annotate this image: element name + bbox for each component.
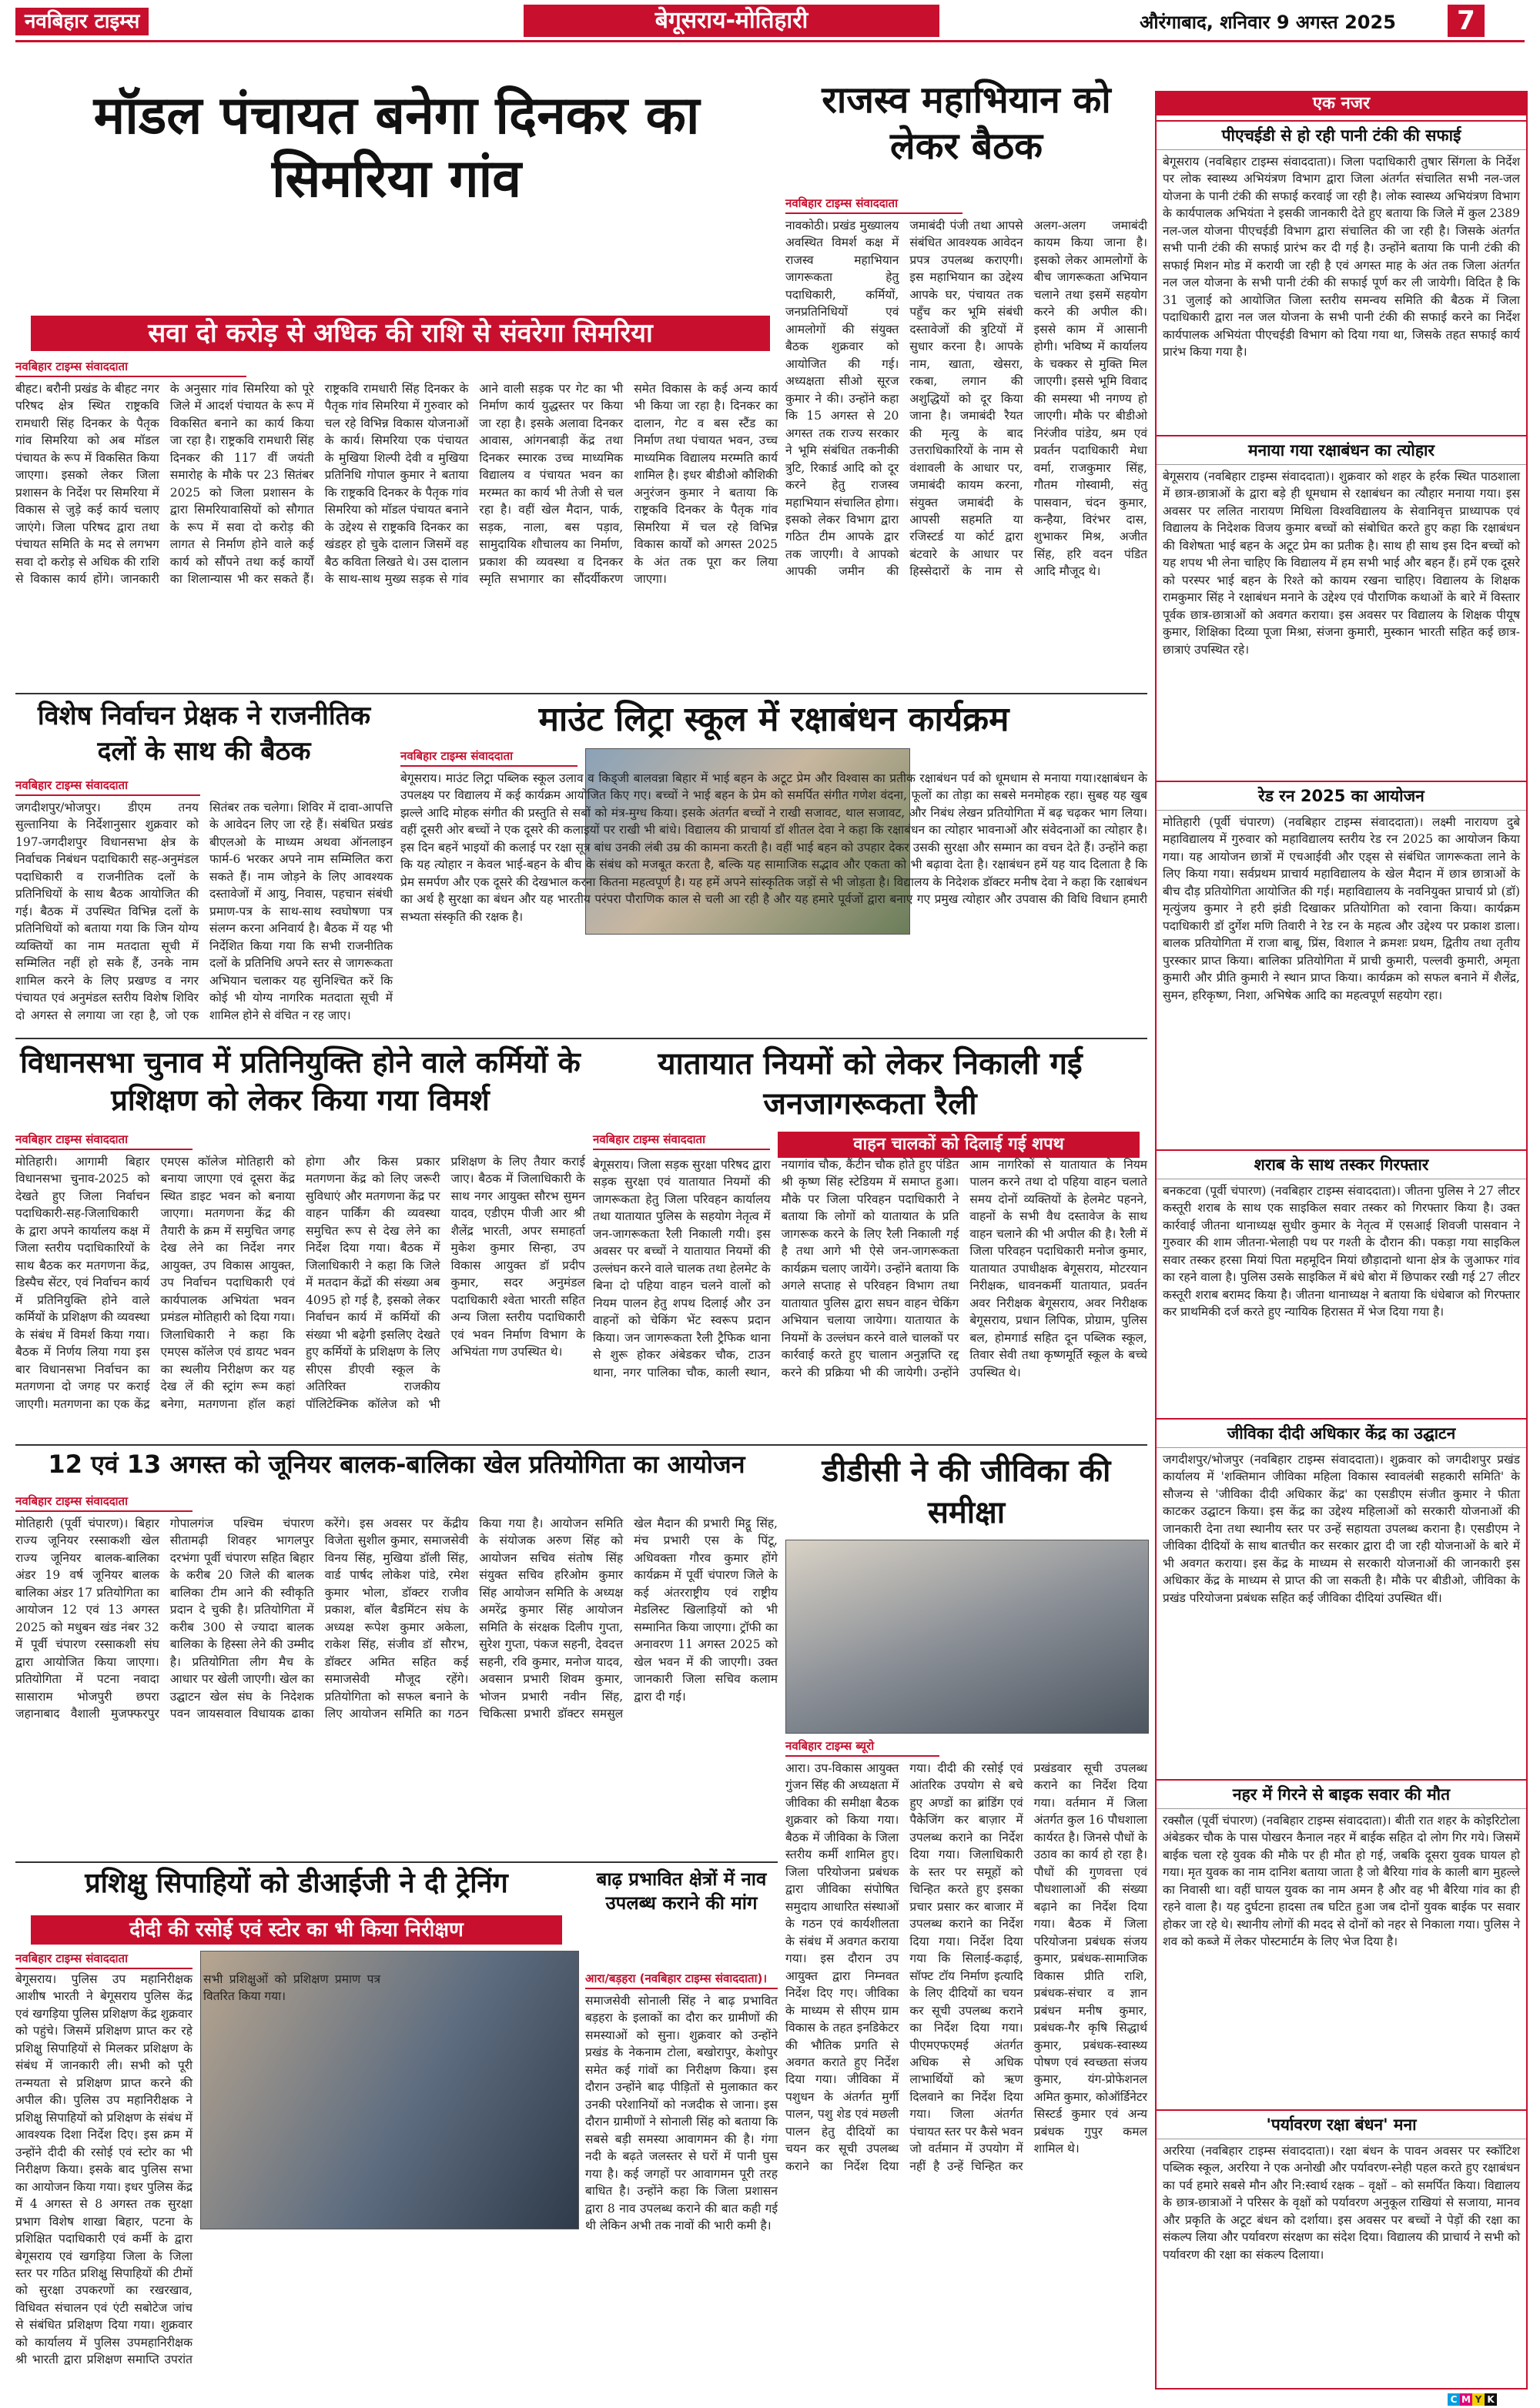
flood-headline: बाढ़ प्रभावित क्षेत्रों में नाव उपलब्ध कराने की मांग — [596, 1868, 767, 1915]
revenue-story — [785, 196, 1147, 687]
lead-subhead: सवा दो करोड़ से अधिक की राशि से संवरेगा सिमरिया — [31, 316, 770, 351]
ddc-headline: डीडीसी ने की जीविका की समीक्षा — [822, 1453, 1111, 1530]
observer-story — [15, 778, 393, 1032]
junior-body: मोतिहारी (पूर्वी चंपारण)। बिहार राज्य जूनियर रस्साकशी खेल राज्य जूनियर बालक-बालिका अंडर 19 वर्ष जूनियर बालक बालिका अंडर 17 प्रतियोगिता का आयोजन 12 एवं 13 अगस्त 2025 को मधुबन खंड नंबर 32 में पूर्वी चंपारण रस्साकशी संघ द्वारा आयोजित किया जाएगा। प्रतियोगिता में पटना नवादा सासाराम भोजपुरी छपरा जहानाबाद वैशाली मुजफ्फरपुर गोपालगंज पश्चिम चंपारण सीतामढ़ी शिवहर भागलपुर दरभंगा पूर्वी चंपारण सहित बिहार के करीब 20 जिले की बालक बालिका टीम आने की स्वीकृति प्रदान दे चुकी है। प्रतियोगिता में करीब 300 से ज्यादा बालक बालिका के हिस्सा लेने की उम्मीद है। प्रतियोगिता लीग मैच के आधार पर खेली जाएगी। खेल का उद्घाटन खेल संघ के निदेशक पवन जायसवाल विधायक ढाका करेंगे। इस अवसर पर केंद्रीय विजेता सुशील कुमार, समाजसेवी विनय सिंह, मुखिया डॉली सिंह, वार्ड पार्षद लोकेश पांडे, रमेश कुमार भोला, डॉक्टर राजीव प्रकाश, बॉल बैडमिंटन संघ के अध्यक्ष रूपेश कुमार अकेला, राकेश सिंह, संजीव डॉ सौरभ, डॉक्टर अमित सहित कई समाजसेवी मौजूद रहेंगे। प्रतियोगिता को सफल बनाने के लिए आयोजन समिति का गठन किया गया है। आयोजन समिति के संयोजक अरुण सिंह को आयोजन सचिव संतोष सिंह संयुक्त सचिव हरिओम कुमार सिंह आयोजन समिति के अध्यक्ष अमरेंद्र कुमार सिंह आयोजन समिति के संरक्षक दिलीप गुप्ता, सुरेश गुप्ता, पंकज सहनी, देवदत्त सहनी, रवि कुमार, मनोज यादव, अवसान प्रभारी शिवम कुमार, भोजन प्रभारी नवीन सिंह, चिकित्सा प्रभारी डॉक्टर समसुल खेल मैदान की प्रभारी मिट्ठू सिंह, मंच प्रभारी एस के पिंटू, अधिवक्ता गौरव कुमार होंगे कार्यक्रम में पूर्वी चंपारण जिले के कई अंतरराष्ट्रीय एवं राष्ट्रीय मेडलिस्ट खिलाड़ियों को भी सम्मानित किया जाएगा। ट्रॉफी का अनावरण 11 अगस्त 2025 को खेल भवन में की जाएगी। उक्त जानकारी जिला सचिव कलाम द्वारा दी गई। — [15, 1517, 778, 1721]
traffic-headline: यातायात नियमों को लेकर निकाली गई जनजागरूकता रैली — [658, 1046, 1083, 1122]
sidebar-story-body: मोतिहारी (पूर्वी चंपारण) (नवबिहार टाइम्स संवाददाता)। लक्ष्मी नारायण दुबे महाविद्यालय में गुरुवार को महाविद्यालय स्तरीय रेड रन 2025 का आयोजन किया गया। यह आयोजन छात्रों में एचआईवी और एड्स से संबंधित जागरूकता लाने के लिए किया गया। सर्वप्रथम प्राचार्य महाविद्यालय के खेल मैदान में छात्र छात्राओं के बीच दौड़ प्रतियोगिता आयोजित की गई। महाविद्यालय के नवनियुक्त प्राचार्य प्रो (डॉ) मृत्युंजय कुमार ने हरी झंडी दिखाकर प्रतियोगिता को रवाना किया। कार्यक्रम पदाधिकारी डॉ दुर्गेश मणि तिवारी ने रेड रन के महत्व और उद्देश्य पर प्रकाश डाला। बालक प्रतियोगिता में राजा बाबू, प्रिंस, विशाल ने क्रमशः प्रथम, द्वितीय तथा तृतीय पुरस्कार प्राप्त किया। बालिका प्रतियोगिता में प्राची कुमारी, पल्लवी कुमारी, अमृता कुमारी और प्रीति कुमारी ने स्थान प्राप्त किया। कार्यक्रम को सफल बनाने में शैलेंद्र, सुमन, हरिकृष्ण, निशा, अभिषेक आदि का महत्वपूर्ण सहयोग रहा। — [1163, 815, 1520, 1002]
lead-byline: नवबिहार टाइम्स संवाददाता — [15, 359, 246, 377]
rule-1 — [15, 693, 1147, 694]
sidebar-story — [1157, 1418, 1526, 1774]
lead-story — [15, 359, 778, 690]
reg-mark-m: M — [1460, 2393, 1472, 2406]
vidhansabha-headline: विधानसभा चुनाव में प्रतिनियुक्ति होने वाले कर्मियों के प्रशिक्षण को लेकर किया गया विमर्श — [20, 1045, 581, 1118]
traffic-byline: नवबिहार टाइम्स संवाददाता — [593, 1132, 770, 1150]
sidebar — [1155, 91, 1528, 2390]
sidebar-story — [1157, 781, 1526, 1145]
sidebar-story-title: रेड रन 2025 का आयोजन — [1157, 781, 1526, 811]
sidebar-story — [1157, 120, 1526, 430]
registration-marks — [1448, 2391, 1509, 2405]
revenue-headline: राजस्व महाभियान को लेकर बैठक — [822, 79, 1111, 168]
sidebar-story-title: नहर में गिरने से बाइक सवार की मौत — [1157, 1779, 1526, 1809]
ddc-photo — [785, 1540, 1149, 1734]
issue-date: औरंगाबाद, शनिवार 9 अगस्त 2025 — [1140, 12, 1396, 33]
observer-byline: नवबिहार टाइम्स संवाददाता — [15, 778, 200, 796]
mount-byline: नवबिहार टाइम्स संवाददाता — [400, 748, 578, 767]
sidebar-story-title: शराब के साथ तस्कर गिरफ्तार — [1157, 1149, 1526, 1179]
ddc-body: आरा। उप-विकास आयुक्त गुंजन सिंह की अध्यक्षता में जीविका की समीक्षा बैठक शुक्रवार को किया गया। बैठक में जीविका के जिला स्तरीय कर्मी शामिल हुए। जिला परियोजना प्रबंधक द्वारा जीविका संपोषित समुदाय आधारित संस्थाओं के गठन एवं कार्यशीलता के संबंध में अवगत कराया गया। इस दौरान उप आयुक्त द्वारा निम्नवत निर्देश दिए गए। जीविका के माध्यम से सीएम ग्राम विकास के तहत इनडिकेटर की भौतिक प्रगति से अवगत कराते हुए निर्देश दिया गया। जीविका में पशुधन के अंतर्गत मुर्गी पालन, पशु शेड एवं मछली पालन हेतु दीदियों का चयन कर सूची उपलब्ध कराने का निर्देश दिया गया। दीदी की रसोई एवं आंतरिक उपयोग से बचे हुए अण्डों का ब्रांडिंग एवं पैकेजिंग कर बाज़ार में उपलब्ध कराने का निर्देश दिया गया। जिलाधिकारी के स्तर पर समूहों को चिन्हित करते हुए इसका प्रचार प्रसार कर बाजार में उपलब्ध कराने का निर्देश दिया गया। निर्देश दिया गया कि सिलाई-कढ़ाई, सॉफ्ट टॉय निर्माण इत्यादि के लिए दीदियों का चयन कर सूची उपलब्ध कराने का निर्देश दिया गया। पीएमएफएमई अंतर्गत अधिक से अधिक लाभार्थियों को ऋण दिलवाने का निर्देश दिया गया। जिला अंतर्गत पंचायत स्तर पर कैसे भवन जो वर्तमान में उपयोग में नहीं है उन्हें चिन्हित कर प्रखंडवार सूची उपलब्ध कराने का निर्देश दिया गया। वर्तमान में जिला अंतर्गत कुल 16 पौधशाला कार्यरत है। जिनसे पौधों के उठाव का कार्य हो रहा है। पौधों की गुणवत्ता एवं पौधशालाओं की संख्या बढ़ाने का निर्देश दिया गया। बैठक में जिला परियोजना प्रबंधक संजय कुमार, प्रबंधक-सामाजिक विकास प्रीति राशि, प्रबंधक-संचार व ज्ञान प्रबंधन मनीष कुमार, प्रबंधक-गैर कृषि सिद्धार्थ कुमार, प्रबंधक-स्वास्थ्य पोषण एवं स्वच्छता संजय कुमार, यंग-प्रोफेशनल अमित कुमार, कोऑर्डिनेटर सिस्टर्ड कुमार एवं अन्य प्रबंधक गुपुर कमल शामिल थे। — [785, 1761, 1147, 2173]
vidhansabha-byline: नवबिहार टाइम्स संवाददाता — [15, 1132, 192, 1150]
sidebar-story-body: अररिया (नवबिहार टाइम्स संवाददाता)। रक्षा बंधन के पावन अवसर पर स्कॉटिश पब्लिक स्कूल, अररिया ने एक अनोखी और पर्यावरण-स्नेही पहल करते हुए रक्षाबंधन का पर्व हमारे सबसे मौन और नि:स्वार्थ रक्षक – वृक्षों – को समर्पित किया। विद्यालय के छात्र-छात्राओं ने परिसर के वृक्षों को पर्यावरण अनुकूल राखियां से सजाया, मानव और प्रकृति के अटूट बंधन को दर्शाया। इस अवसर पर बच्चों ने पेड़ों की रक्षा का संकल्प लिया और पर्यावरण संरक्षण का संदेश दिया। विद्यालय की प्राचार्य ने सभी को पर्यावरण की रक्षा का संकल्प दिलाया। — [1163, 2144, 1520, 2262]
observer-body: जगदीशपुर/भोजपुर। डीएम तनय सुल्तानिया के निर्देशानुसार शुक्रवार को 197-जगदीशपुर विधानसभा क्षेत्र के निर्वाचक निबंधन पदाधिकारी सह-अनुमंडल पदाधिकारी व राजनीतिक दलों के प्रतिनिधियों के साथ बैठक आयोजित की गई। बैठक में उपस्थित विभिन्न दलों के प्रतिनिधियों को बताया गया कि जिन योग्य व्यक्तियों का नाम मतदाता सूची में सम्मिलित नहीं हो सके हैं, उनके नाम शामिल करने के लिए प्रखण्ड व नगर पंचायत एवं अनुमंडल स्तरीय विशेष शिविर दो अगस्त से लगाया जा रहा है, जो एक सितंबर तक चलेगा। शिविर में दावा-आपत्ति के आवेदन लिए जा रहे हैं। संबंधित प्रखंड बीएलओ के माध्यम अथवा ऑनलाइन फार्म-6 भरकर अपने नाम सम्मिलित करा सकते हैं। नाम जोड़ने के लिए आवश्यक दस्तावेजों में आयु, निवास, पहचान संबंधी प्रमाण-पत्र के साथ-साथ स्वघोषणा पत्र संलग्न करना अनिवार्य है। बैठक में यह भी निर्देशित किया गया कि सभी राजनीतिक दलों के प्रतिनिधि अपने स्तर से जागरूकता अभियान चलाकर यह सुनिश्चित करें कि कोई भी योग्य नागरिक मतदाता सूची में शामिल होने से वंचित न रह जाए। — [15, 801, 393, 1022]
page-number: 7 — [1448, 5, 1485, 37]
junior-story — [15, 1493, 778, 1855]
vidhansabha-story — [15, 1132, 585, 1440]
sidebar-label: एक नजर — [1157, 92, 1526, 115]
section-title: बेगूसराय-मोतिहारी — [524, 5, 939, 37]
flood-body: समाजसेवी सोनाली सिंह ने बाढ़ प्रभावित बड़हरा के इलाकों का दौरा कर ग्रामीणों की समस्याओं को सुना। शुक्रवार को उन्होंने प्रखंड के नेकनाम टोला, बखोरापुर, केशोपुर समेत कई गांवों का निरीक्षण किया। इस दौरान उन्होंने बाढ़ पीड़ितों से मुलाकात कर उनकी परेशानियों को नजदीक से जाना। इस दौरान ग्रामीणों ने सोनाली सिंह को बताया कि सबसे बड़ी समस्या आवागमन की है। गंगा नदी के बढ़ते जलस्तर से घरों में पानी घुस गया है। कई जगहों पर आवागमन पूरी तरह बाधित है। उन्होंने कहा कि जिला प्रशासन द्वारा 8 नाव उपलब्ध कराने की बात कही गई थी लेकिन अभी तक नावों की भारी कमी है। — [585, 1994, 778, 2233]
traffic-story — [593, 1132, 1147, 1440]
trainee-byline: नवबिहार टाइम्स संवाददाता — [15, 1951, 192, 1969]
sidebar-story-title: 'पर्यावरण रक्षा बंधन' मना — [1157, 2109, 1526, 2139]
trainee-body-bottom — [200, 2232, 578, 2386]
sidebar-story — [1157, 2109, 1526, 2373]
sidebar-story-body: बेगूसराय (नवबिहार टाइम्स संवाददाता)। जिला पदाधिकारी तुषार सिंगला के निर्देश पर लोक स्वास्थ्य अभियंत्रण विभाग द्वारा जिला अंतर्गत संचालित सभी नल-जल योजना के पानी टंकी की सफाई करवाई जा रही है। लोक स्वास्थ्य अभियंत्रण विभाग के कार्यपालक अभियंता ने इसकी जानकारी देते हुए बताया कि जिले में कुल 2389 नल-जल योजना पीएचईडी विभाग द्वारा संचालित की जा रही है। जिसके अंतर्गत सभी पानी टंकी की सफाई प्रारंभ कर दी गई है। उन्होंने बताया कि पानी टंकी की सफाई मिशन मोड में करायी जा रही है एवं अगस्त माह के अंत तक जिला अंतर्गत नल जल योजना के सभी पानी टंकी की सफाई पूर्ण कर ली जायेगी। विदित है कि 31 जुलाई को आयोजित जिला स्तरीय समन्वय समिति की बैठक में जिला पदाधिकारी द्वारा नल जल योजना के सभी पानी टंकी की सफाई करने का निर्देश कार्यपालक अभियंता पीएचईडी विभाग को दिया गया था, जिसके तहत सफाई कार्य प्रारंभ किया गया है। — [1163, 155, 1520, 360]
rule-2 — [15, 1038, 1147, 1039]
sidebar-story — [1157, 435, 1526, 776]
paper-name: नवबिहार टाइम्स — [15, 8, 149, 35]
rule-3 — [15, 1444, 1147, 1446]
sidebar-story-body: जगदीशपुर/भोजपुर (नवबिहार टाइम्स संवाददाता)। शुक्रवार को जगदीशपुर प्रखंड कार्यालय में 'शक्तिमान जीविका महिला विकास स्वावलंबी सहकारी समिति' के सौजन्य से 'जीविका दीदी अधिकार केंद्र' का एसडीएम संजीत कुमार ने फीता काटकर उद्घाटन किया। इस केंद्र का उद्देश्य महिलाओं को सरकारी योजनाओं की जानकारी देना तथा स्थानीय स्तर पर उन्हें सहायता उपलब्ध कराना है। एसडीएम ने जीविका दीदियों के साथ बातचीत कर सरकार द्वारा दी जा रही योजनाओं के बारे में भी अवगत कराया। इस केंद्र के माध्यम से सरकारी योजनाओं की जानकारी इस अधिकार केंद्र के माध्यम से प्राप्त की जा सकती है। मौके पर बीडीओ, जीविका के प्रखंड परियोजना प्रबंधक सहित कई जीविका दीदियां उपस्थित थीं। — [1163, 1453, 1520, 1605]
ddc-story — [785, 1738, 1147, 2386]
junior-byline: नवबिहार टाइम्स संवाददाता — [15, 1493, 192, 1512]
sidebar-story-body: रक्सौल (पूर्वी चंपारण) (नवबिहार टाइम्स संवाददाता)। बीती रात शहर के कोइरिटोला अंबेडकर चौक के पास पोखरन कैनाल नहर में बाईक सहित दो लोग गिर गये। जिसमें बाईक चला रहे युवक की मौके पर ही मौत हो गई, जबकि दूसरा युवक घायल हो गया। मृत युवक का नाम दानिश बताया जाता है जो बैरिया गांव के काली बाग मुहल्ले का निवासी था। वहीं घायल युवक का नाम अमन है और वह भी बैरिया गांव का ही रहने वाला है। यह दुर्घटना हादसा तब घटित हुआ जब दोनों युवक बाईक पर सवार होकर जा रहे थे। स्थानीय लोगों की मदद से दोनों को नहर से निकाला गया। पुलिस ने शव को कब्जे में लेकर पोस्टमार्टम के लिए भेज दिया है। — [1163, 1814, 1520, 1949]
flood-byline: आरा/बड़हरा (नवबिहार टाइम्स संवाददाता)। — [585, 1971, 778, 1989]
ddc-byline: नवबिहार टाइम्स ब्यूरो — [785, 1738, 939, 1757]
sidebar-story — [1157, 1149, 1526, 1413]
flood-story — [585, 1971, 778, 2386]
sidebar-story-title: पीएचईडी से हो रही पानी टंकी की सफाई — [1157, 120, 1526, 150]
reg-mark-c: C — [1448, 2393, 1460, 2406]
sidebar-story-body: बनकटवा (पूर्वी चंपारण) (नवबिहार टाइम्स संवाददाता)। जीतना पुलिस ने 27 लीटर कस्तूरी शराब के साथ एक साइकिल सवार तस्कर को गिरफ्तार किया है। उक्त कार्रवाई जीतना थानाध्यक्ष सुधीर कुमार के नेतृत्व में एसआई शिवजी पासवान ने गुरुवार की शाम जीतना-भेलाही पथ पर गश्ती के दौरान की। पकड़ा गया साइकिल सवार तस्कर हरसा मियां पिता महमूदिन मियां छौड़ादानो थाना क्षेत्र के जुआफर गांव का रहने वाला है। पुलिस उसके साइकिल में बंधे बोरा में छिपाकर रखी गई 27 लीटर कस्तूरी शराब बरामद किया है। जीतना थानाध्यक्ष ने बताया कि धंधेबाज को गिरफ्तार कर प्राथमिकी दर्ज करते हुए न्यायिक हिरासत में भेज दिया गया है। — [1163, 1184, 1520, 1319]
sidebar-story — [1157, 1779, 1526, 2105]
trainee-headline: प्रशिक्षु सिपाहियों को डीआईजी ने दी ट्रेनिंग — [85, 1868, 508, 1899]
reg-mark-k: K — [1485, 2393, 1497, 2406]
traffic-body: बेगूसराय। जिला सड़क सुरक्षा परिषद द्वारा सड़क सुरक्षा एवं यातायात नियमों की जागरूकता हेतु जिला परिवहन कार्यालय तथा यातायात पुलिस के सहयोग नेतृत्व में जन-जागरूकता रैली निकाली गयी। इस अवसर पर बच्चों ने यातायात नियमों की उल्लंघन करने वाले चालक तथा हेलमेट के बिना दो पहिया वाहन चलने वालों को नियम पालन हेतु शपथ दिलाई और उन वाहनों को चेकिंग भेंट स्वरूप प्रदान किया। जन जागरूकता रैली ट्रैफिक थाना से शुरू होकर अंबेडकर चौक, टाउन थाना, नगर पालिका चौक, काली स्थान, नयागांव चौक, कैंटीन चौक होते हुए पंडित श्री कृष्ण सिंह स्टेडियम में समाप्त हुआ। मौके पर जिला परिवहन पदाधिकारी ने बताया कि लोगों को यातायात के प्रति जागरूक करने के लिए रैली निकाली गई है तथा आगे भी ऐसे जन-जागरूकता कार्यक्रम चलाए जायेंगे। उन्होंने बताया कि अगले सप्ताह से परिवहन विभाग तथा यातायात पुलिस द्वारा सघन वाहन चेकिंग अभियान चलाया जायेगा। यातायात के नियमों के उल्लंघन करने वाले चालकों पर कार्रवाई करते हुए चालान अनुज्ञप्ति रद्द करने की प्रक्रिया भी की जायेगी। उन्होंने आम नागरिकों से यातायात के नियम पालन करने तथा दो पहिया वाहन चलाते समय दोनों व्यक्तियों के हेलमेट पहनने, वाहनों के सभी वैध दस्तावेज के साथ वाहन चलाने की भी अपील की है। रैली में जिला परिवहन पदाधिकारी मनोज कुमार, यातायात उपाधीक्षक बेगूसराय, मोटरयान निरीक्षक, धावनकर्मी यातायात, प्रवर्तन अवर निरीक्षक बेगूसराय, अवर निरीक्षक बेगूसराय, प्रधान लिपिक, प्रोग्राम, पुलिस बल, होमगार्ड सहित दून पब्लिक स्कूल, तिवार सेवी तथा कृष्णमूर्ति स्कूल के बच्चे उपस्थित थे। — [593, 1158, 1147, 1380]
trainee-body: बेगूसराय। पुलिस उप महानिरीक्षक आशीष भारती ने बेगूसराय पुलिस केंद्र एवं खगड़िया पुलिस प्रशिक्षण केंद्र शुक्रवार को पहुंचे। जिसमें प्रशिक्षण प्राप्त कर रहे प्रशिक्षु सिपाहियों से मिलकर प्रशिक्षण के संबंध में जानकारी ली। सभी को पूरी तन्मयता से प्रशिक्षण प्राप्त करने की अपील की। पुलिस उप महानिरीक्षक ने प्रशिक्षु सिपाहियों को प्रशिक्षण के संबंध में आवश्यक दिशा निर्देश दिए। इस क्रम में उन्होंने दीदी की रसोई एवं स्टोर का भी निरीक्षण किया। इसके बाद पुलिस सभा का आयोजन किया गया। इधर पुलिस केंद्र में 4 अगस्त से 8 अगस्त तक सुरक्षा प्रभाग विशेष शाखा बिहार, पटना के प्रशिक्षित पदाधिकारी एवं कर्मी के द्वारा बेगूसराय एवं खगड़िया जिला के जिला स्तर पर गठित प्रशिक्षु सिपाहियों की टीमों को सुरक्षा उपकरणों का रखरखाव, विधिवत संचालन एवं एंटी सबोटेज जांच से संबंधित प्रशिक्षण दिया गया। शुक्रवार को कार्यालय में पुलिस उपमहानिरीक्षक श्री भारती द्वारा प्रशिक्षण समाप्ति उपरांत — [15, 1972, 192, 2367]
mount-body: बेगूसराय। माउंट लिट्रा पब्लिक स्कूल उलाव व किड्जी बालवन्ना बिहार में भाई बहन के अटूट प्रेम और विश्वास का प्रतीक रक्षाबंधन पर्व को धूमधाम से मनाया गया।रक्षाबंधन के उपलक्ष्य पर विद्यालय में कई कार्यक्रम आयोजित किए गए। बच्चों ने भाई बहन के प्रेम को समर्पित संगीत गणेश वंदना, फूलों का तोड़ा का सबसे मनमोहक रहा। सुबह यह खुब झल्ले आदि मोहक संगीत की प्रस्तुति से सबों को मंत्र-मुग्ध किया। इसके अंतर्गत बच्चों ने राखी सजावट, थाल सजावट, और निबंध लेखन प्रतियोगिता में बढ़ चढ़कर भाग लिया। वहीं दूसरी ओर बच्चों ने एक दूसरे की कलाइयों पर राखी भी बांधे। विद्यालय की प्राचार्या डॉ शीतल देवा ने कहा कि रक्षाबंधन का त्योहार भावनाओं और संवेदनाओं का त्योहार है। इस दिन बहनें भाइयों की कलाई पर रक्षा सूत्र बांध उनकी लंबी उम्र की कामना करती है। वहीं भाई बहन को उपहार देकर उसकी सुरक्षा और सम्मान का वचन देते हैं। उन्होंने कहा कि यह त्योहार न केवल भाई-बहन के बीच के संबंध को मजबूत करता है, बल्कि यह सामाजिक सद्भाव और एकता को भी बढ़ावा देता है। रक्षाबंधन हमें यह याद दिलाता है कि प्रेम समर्पण और एक दूसरे की देखभाल करना कितना महत्वपूर्ण है। यह हमें अपने सांस्कृतिक जड़ों से भी जोड़ता है। विद्यालय के निदेशक डॉक्टर मनीष देवा ने कहा कि रक्षाबंधन का अर्थ है सुरक्षा का बंधन और यह भारतीय परंपरा पौराणिक काल से चली आ रही है और यह हमारे पूर्वजों द्वारा बनाए गए प्रमुख त्योहार और उपवास की विधि विधान हमारी सभ्यता संस्कृति की रक्षक है। — [400, 771, 1147, 924]
sidebar-story-title: जीविका दीदी अधिकार केंद्र का उद्घाटन — [1157, 1418, 1526, 1448]
rule-4 — [15, 1861, 778, 1863]
observer-headline: विशेष निर्वाचन प्रेक्षक ने राजनीतिक दलों के साथ की बैठक — [37, 701, 371, 767]
lead-body: बीहट। बरौनी प्रखंड के बीहट नगर परिषद क्षेत्र स्थित राष्ट्रकवि रामधारी सिंह दिनकर के पैतृक गांव सिमरिया को अब मॉडल पंचायत के रूप में विकसित किया जाएगा। इसको लेकर जिला प्रशासन के निर्देश पर सिमरिया में विकास से जुड़े कई कार्य चलाए जाएंगे। जिला परिषद द्वारा तथा पंचायत समिति के मद से लगभग सवा दो करोड़ से अधिक की राशि से विकास कार्य होंगे। जानकारी के अनुसार गांव सिमरिया को पूरे जिले में आदर्श पंचायत के रूप में विकसित बनाने का कार्य किया जा रहा है। राष्ट्रकवि रामधारी सिंह दिनकर की 117 वीं जयंती समारोह के मौके पर 23 सितंबर 2025 को जिला प्रशासन के द्वारा सिमरियावासियों को सौगात के रूप में सवा दो करोड़ की लागत से निर्माण होने वाले कई कार्य को सौंपने तथा कई कार्यों का शिलान्यास भी कर सकते हैं। राष्ट्रकवि रामधारी सिंह दिनकर के पैतृक गांव सिमरिया में गुरुवार को चल रहे विभिन्न विकास योजनाओं के कार्य। सिमरिया एक पंचायत के मुखिया शिल्पी देवी व मुखिया प्रतिनिधि गोपाल कुमार ने बताया कि राष्ट्रकवि दिनकर के पैतृक गांव सिमरिया को मॉडल पंचायत बनाने के उद्देश्य से राष्ट्रकवि दिनकर का खंडहर हो चुके दालान जिसमें वह बैठ कविता लिखते थे। उस दालान के साथ-साथ मुख्य सड़क से गांव आने वाली सड़क पर गेट का भी निर्माण कार्य युद्धस्तर पर किया जा रहा है। इसके अलावा दिनकर आवास, आंगनबाड़ी केंद्र तथा दिनकर स्मारक उच्च माध्यमिक विद्यालय व पंचायत भवन का मरम्मत का कार्य भी तेजी से चल रहा है। वहीं खेल मैदान, पार्क, सड़क, नाला, बस पड़ाव, सामुदायिक शौचालय का निर्माण, प्रकाश की व्यवस्था व दिनकर स्मृति सभागार का सौंदर्यीकरण समेत विकास के कई अन्य कार्य भी किया जा रहा है। दिनकर का दालान, गेट व बस स्टैंड का निर्माण तथा पंचायत भवन, उच्च माध्यमिक विद्यालय मरम्मति कार्य शामिल है। इधर बीडीओ कौशिकी अनुरंजन कुमार ने बताया कि राष्ट्रकवि दिनकर के पैतृक गांव सिमरिया में चल रहे विभिन्न विकास कार्यों को अगस्त 2025 के अंत तक पूरा कर लिया जाएगा। — [15, 382, 778, 587]
sidebar-story-title: मनाया गया रक्षाबंधन का त्योहार — [1157, 435, 1526, 465]
revenue-byline: नवबिहार टाइम्स संवाददाता — [785, 196, 962, 214]
trainee-subhead: दीदी की रसोई एवं स्टोर का भी किया निरीक्षण — [31, 1915, 562, 1945]
lead-headline: मॉडल पंचायत बनेगा दिनकर का सिमरिया गांव — [93, 85, 700, 209]
traffic-subhead: वाहन चालकों को दिलाई गई शपथ — [778, 1132, 1140, 1158]
mount-headline: माउंट लिट्रा स्कूल में रक्षाबंधन कार्यक्रम — [538, 700, 1009, 739]
junior-headline: 12 एवं 13 अगस्त को जूनियर बालक-बालिका खेल प्रतियोगिता का आयोजन — [48, 1450, 745, 1479]
vidhansabha-body: मोतिहारी। आगामी बिहार विधानसभा चुनाव-2025 को देखते हुए जिला निर्वाचन पदाधिकारी-सह-जिलाधिकारी के द्वारा अपने कार्यालय कक्ष में जिला स्तरीय पदाधिकारियों के साथ बैठक कर मतगणना केंद्र, डिस्पैच सेंटर, एवं निर्वाचन कार्य में प्रतिनियुक्ति होने वाले कर्मियों के प्रशिक्षण की व्यवस्था के संबंध में विमर्श किया गया। बैठक में निर्णय लिया गया इस बार विधानसभा निर्वाचन का मतगणना दो जगह पर कराई जाएगी। मतगणना का एक केंद्र एमएस कॉलेज मोतिहारी को बनाया जाएगा एवं दूसरा केंद्र स्थित डाइट भवन को बनाया जाएगा। मतगणना केंद्र की तैयारी के क्रम में समुचित जगह देख लेने का निर्देश नगर आयुक्त, उप विकास आयुक्त, उप निर्वाचन पदाधिकारी एवं कार्यपालक अभियंता भवन प्रमंडल मोतिहारी को दिया गया। जिलाधिकारी ने कहा कि एमएस कॉलेज एवं डायट भवन का स्थलीय निरीक्षण कर यह देख लें की स्ट्रांग रूम कहां बनेगा, मतगणना हॉल कहां होगा और किस प्रकार मतगणना केंद्र को लिए जरूरी सुविधाएं और मतगणना केंद्र पर वाहन पार्किंग की व्यवस्था समुचित रूप से देख लेने का निर्देश दिया गया। बैठक में जिलाधिकारी ने कहा कि जिले में मतदान केंद्रों की संख्या अब 4095 हो गई है, इसको लेकर निर्वाचन कार्य में कर्मियों की संख्या भी बढ़ेगी इसलिए देखते हुए कर्मियों के प्रशिक्षण के लिए सीएस डीएवी स्कूल के अतिरिक्त राजकीय पॉलिटेक्निक कॉलेज को भी प्रशिक्षण के लिए तैयार कराई जाए। बैठक में जिलाधिकारी के साथ नगर आयुक्त सौरभ सुमन यादव, एडीएम पीजी आर श्री शैलेंद्र भारती, अपर समाहर्ता मुकेश कुमार सिन्हा, उप विकास आयुक्त डॉ प्रदीप कुमार, सदर अनुमंडल पदाधिकारी श्वेता भारती सहित अन्य जिला स्तरीय पदाधिकारी एवं भवन निर्माण विभाग के अभियंता गण उपस्थित थे। — [15, 1155, 585, 1411]
sidebar-story-body: बेगूसराय (नवबिहार टाइम्स संवाददाता)। शुक्रवार को शहर के हर्रक स्थित पाठशाला में छात्र-छात्राओं के द्वारा बड़े ही धूमधाम से रक्षाबंधन का त्यौहार मनाया गया। इस अवसर पर ललित नारायण मिथिला विश्वविद्यालय के सेवानिवृत्त प्राध्यापक एवं विद्यालय के निदेशक विजय कुमार बच्चों को संबोधित करते हुए कहा कि रक्षाबंधन की विशेषता भाई बहन के अटूट प्रेम का प्रतीक है। साथ ही साथ इस दिन बच्चों को यह शपथ भी लेना चाहिए कि विद्यालय में हम सभी भाई और बहन हैं। हमें एक दूसरे को परस्पर भाई बहन के रिश्ते को कायम रखना चाहिए। विद्यालय के शिक्षक रामकुमार सिंह ने रक्षाबंधन मनाने के उद्देश्य एवं पौराणिक कथाओं के बारे में विस्तार पूर्वक छात्र-छात्राओं को अवगत कराया। इस अवसर पर विद्यालय के शिक्षक पीयूष कुमार, शिक्षिका दिव्या पूजा मिश्रा, संजना कुमारी, मुस्कान भारती सहित कई छात्र-छात्राएं उपस्थित रहे। — [1163, 470, 1520, 657]
reg-mark-y: Y — [1472, 2393, 1485, 2406]
revenue-body: नावकोठी। प्रखंड मुख्यालय अवस्थित विमर्श कक्ष में राजस्व महाभियान जागरूकता हेतु पदाधिकारी, कर्मियों, जनप्रतिनिधियों एवं आमलोगों की संयुक्त बैठक शुक्रवार को आयोजित की गई। अध्यक्षता सीओ सूरज कुमार ने की। उन्होंने कहा कि 15 अगस्त से 20 अगस्त तक राज्य सरकार ने भूमि संबंधित तकनीकी त्रुटि, रिकार्ड आदि को दूर करने हेतु राजस्व महाभियान संचालित होगा। इसको लेकर विभाग द्वारा गठित टीम आपके द्वार तक जाएगी। वे आपको आपकी जमीन की जमाबंदी पंजी तथा आपसे संबंधित आवश्यक आवेदन प्रपत्र उपलब्ध कराएगी। इस महाभियान का उद्देश्य आपके घर, पंचायत तक पहुँच कर भूमि संबंधी दस्तावेजों की त्रुटियों में सुधार करना है। आपके नाम, खाता, खेसरा, रकबा, लगान की अशुद्धियों को दूर किया जाना है। जमाबंदी रैयत की मृत्यु के बाद उत्तराधिकारियों के नाम से वंशावली के आधार पर, जमाबंदी कायम करना, संयुक्त जमाबंदी के आपसी सहमति या रजिस्टर्ड या कोर्ट द्वारा बंटवारे के आधार पर हिस्सेदारों के नाम से अलग-अलग जमाबंदी कायम किया जाना है। इसको लेकर आमलोगों के बीच जागरूकता अभियान चलाने तथा इसमें सहयोग करने की अपील की। इससे काम में आसानी होगी। भविष्य में कार्यालय के चक्कर से मुक्ति मिल जाएगी। इससे भूमि विवाद की समस्या भी नगण्य हो जाएगी। मौके पर बीडीओ निरंजीव पांडेय, श्रम एवं प्रवर्तन पदाधिकारी मेधा वर्मा, राजकुमार सिंह, गौतम गोस्वामी, संतु पासवान, चंदन कुमार, कन्हैया, विरंभर दास, शुभाकर मिश्र, अजीत सिंह, हरि वदन पंडित आदि मौजूद थे। — [785, 219, 1147, 579]
